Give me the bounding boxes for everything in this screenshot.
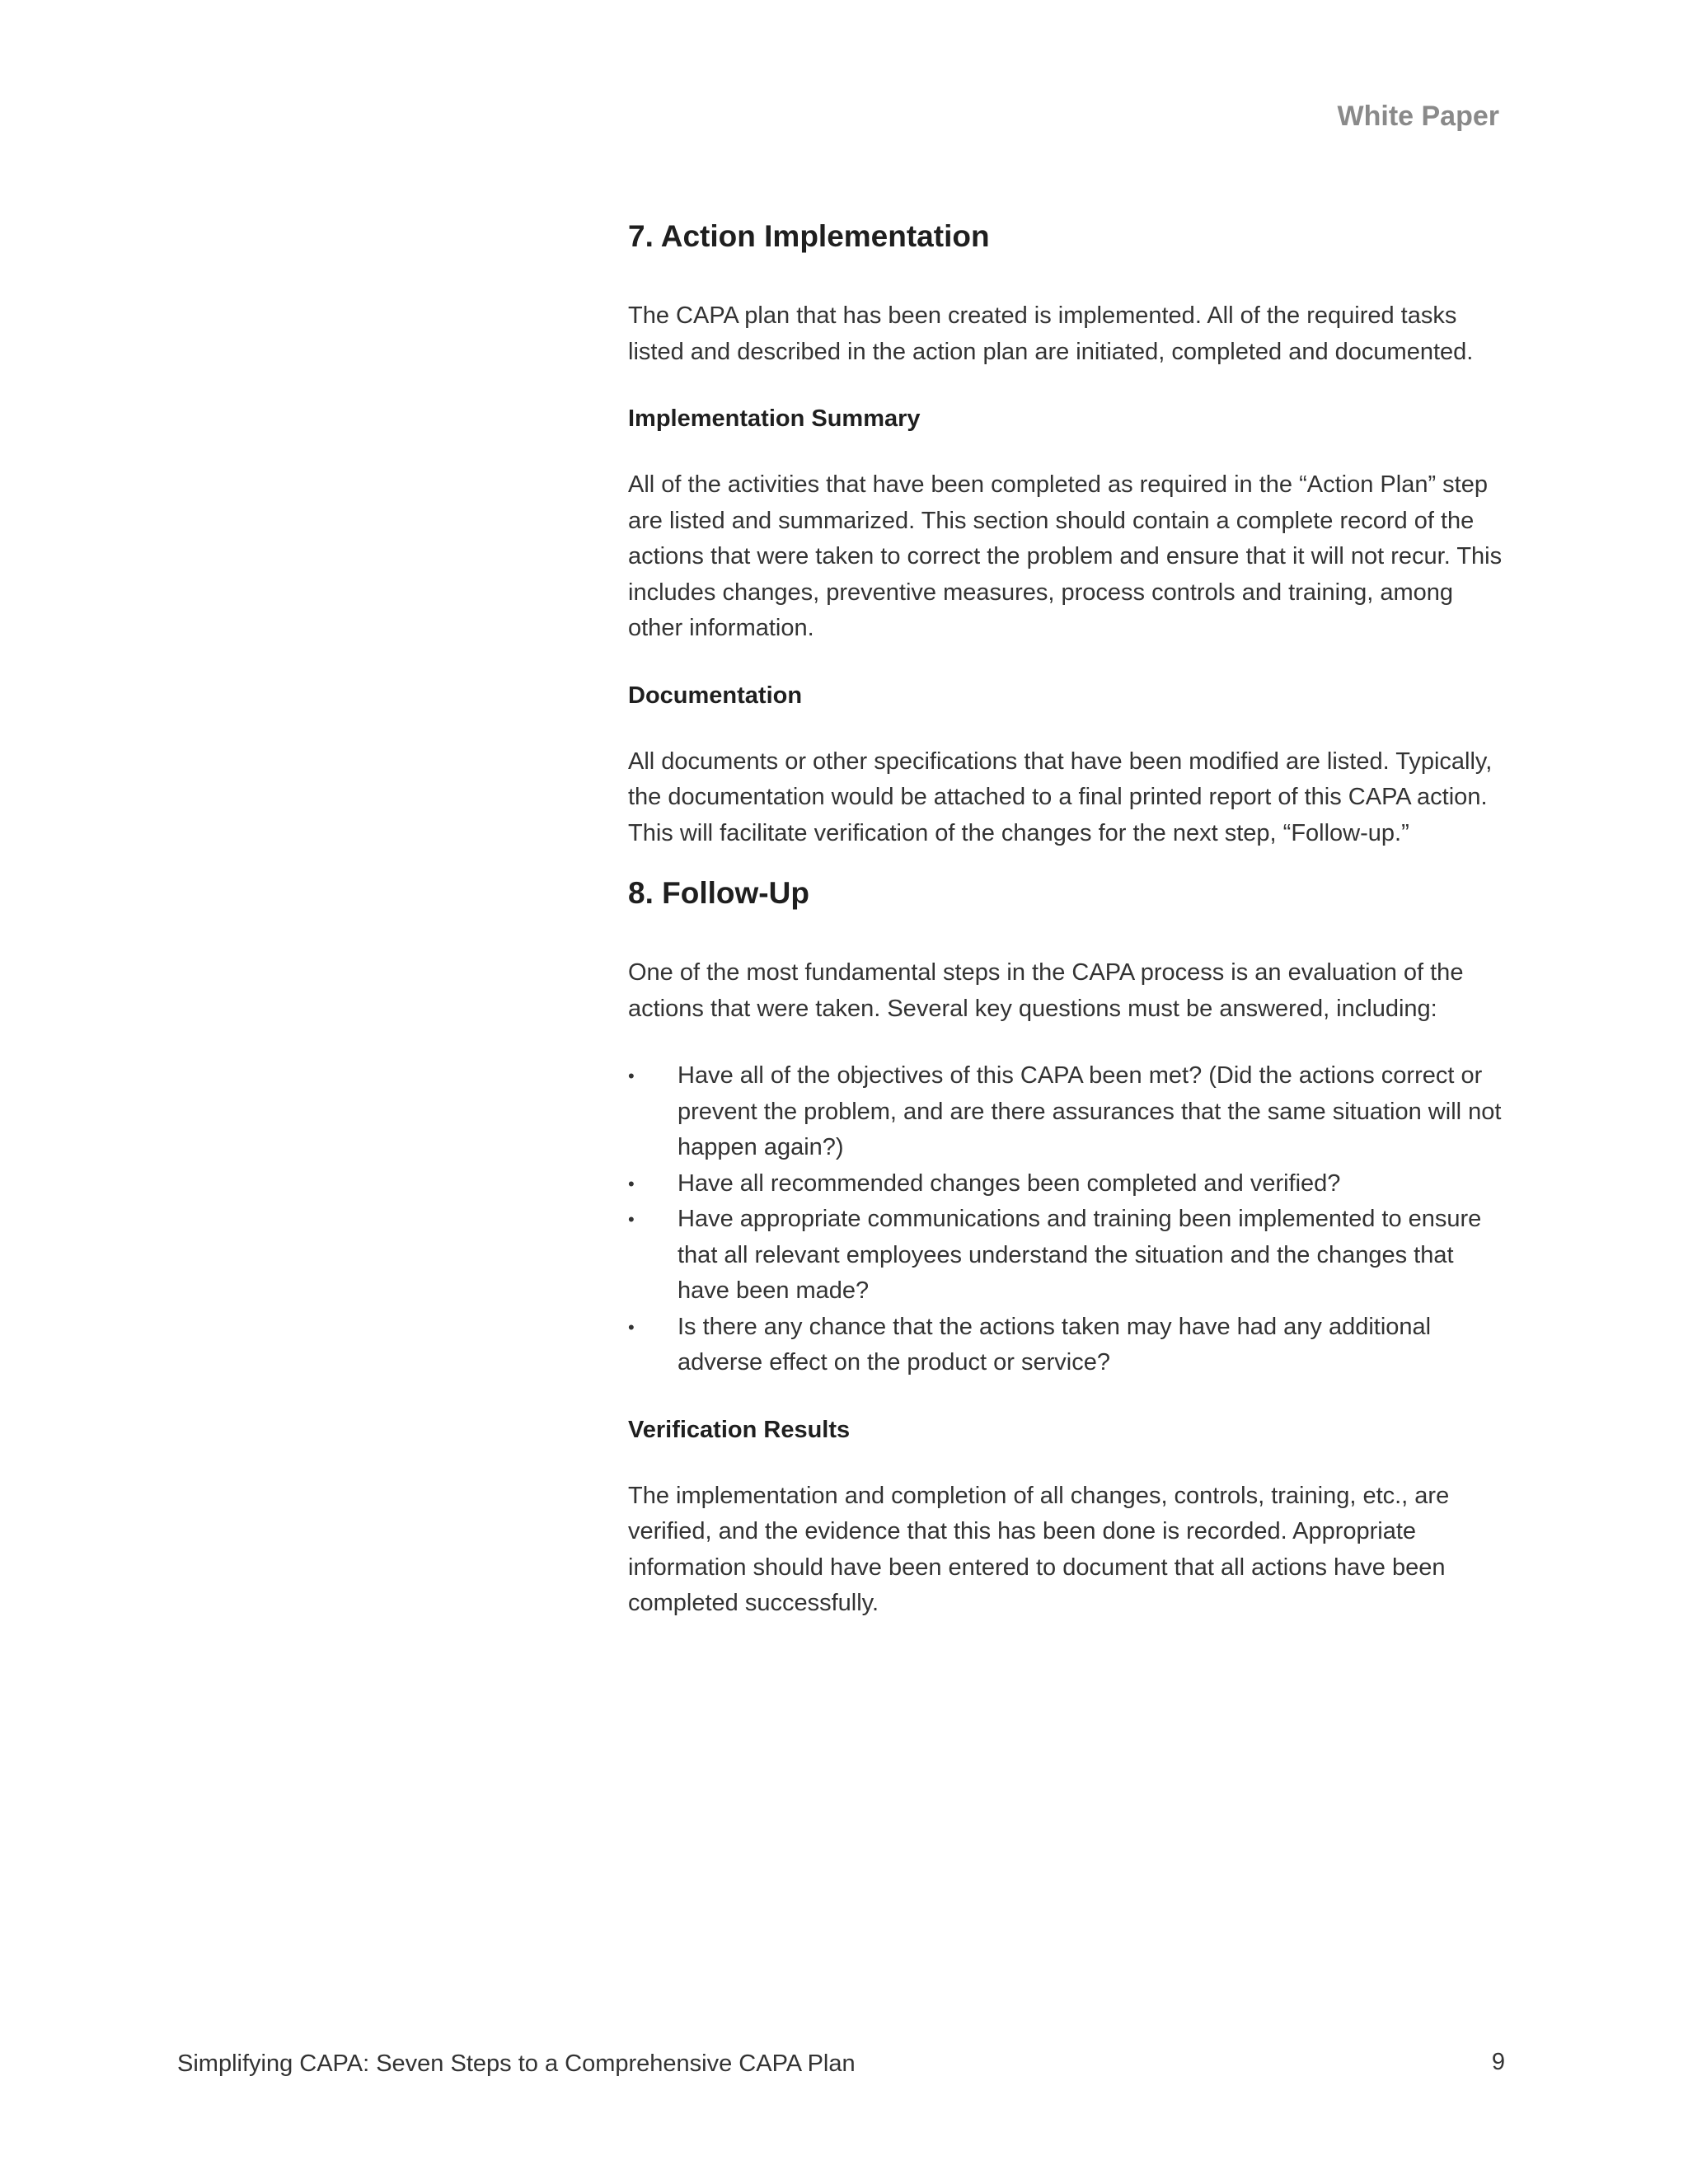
implementation-summary-paragraph: All of the activities that have been completed as required in the “Action Plan” step are listed and summarized. This section should contain a complete record of the actions that were taken to correct the problem and ensure that it will not recur. This includes changes, preventive measures, process controls and training, among other information.: [628, 471, 1503, 641]
list-item-text: Have appropriate communications and training been implemented to ensure that all relevant employees understand the situation and the changes that have been made?: [678, 1206, 1482, 1304]
verification-results-paragraph: The implementation and completion of all changes, controls, training, etc., are verified, and the evidence that this has been done is recorded. Appropriate information should have been entered to document that all actions have been completed successfully.: [628, 1482, 1450, 1616]
list-item: [628, 1202, 1506, 1310]
footer-document-title: Simplifying CAPA: Seven Steps to a Comprehensive CAPA Plan: [177, 2050, 856, 2077]
key-questions-list: [628, 1058, 1506, 1381]
list-item-text: Have all of the objectives of this CAPA been met? (Did the actions correct or prevent the problem, and are there assurances that the same situation will not happen again?): [678, 1062, 1502, 1160]
section-heading-follow-up: 8. Follow-Up: [628, 876, 809, 910]
subheading-verification-results: Verification Results: [628, 1416, 851, 1443]
list-item-text: Is there any chance that the actions taken may have had any additional adverse effect on the product or service?: [678, 1313, 1432, 1376]
subheading-implementation-summary: Implementation Summary: [628, 405, 921, 432]
bullet-icon: •: [628, 1173, 635, 1194]
page-number: 9: [1491, 2049, 1505, 2075]
bullet-icon: •: [628, 1316, 635, 1338]
section-heading-action-implementation: 7. Action Implementation: [628, 219, 990, 253]
document-type-label: White Paper: [1337, 101, 1499, 132]
page-content: [628, 216, 1506, 1653]
documentation-paragraph: All documents or other specifications that have been modified are listed. Typically, the documentation would be attached to a final printed report of this CAPA action. This will facilitate verification of the changes for the next step, “Follow-up.”: [628, 748, 1493, 846]
follow-up-intro-paragraph: One of the most fundamental steps in the CAPA process is an evaluation of the actions that were taken. Several key questions must be answered, including:: [628, 959, 1464, 1022]
bullet-icon: •: [628, 1066, 635, 1086]
list-item: [628, 1058, 1506, 1166]
bullet-icon: •: [628, 1209, 635, 1230]
list-item-text: Have all recommended changes been completed and verified?: [678, 1169, 1341, 1197]
list-item: [628, 1310, 1506, 1381]
list-item: [628, 1166, 1506, 1202]
section-intro-paragraph: The CAPA plan that has been created is implemented. All of the required tasks listed and described in the action plan are initiated, completed and documented.: [628, 302, 1474, 365]
subheading-documentation: Documentation: [628, 682, 803, 709]
